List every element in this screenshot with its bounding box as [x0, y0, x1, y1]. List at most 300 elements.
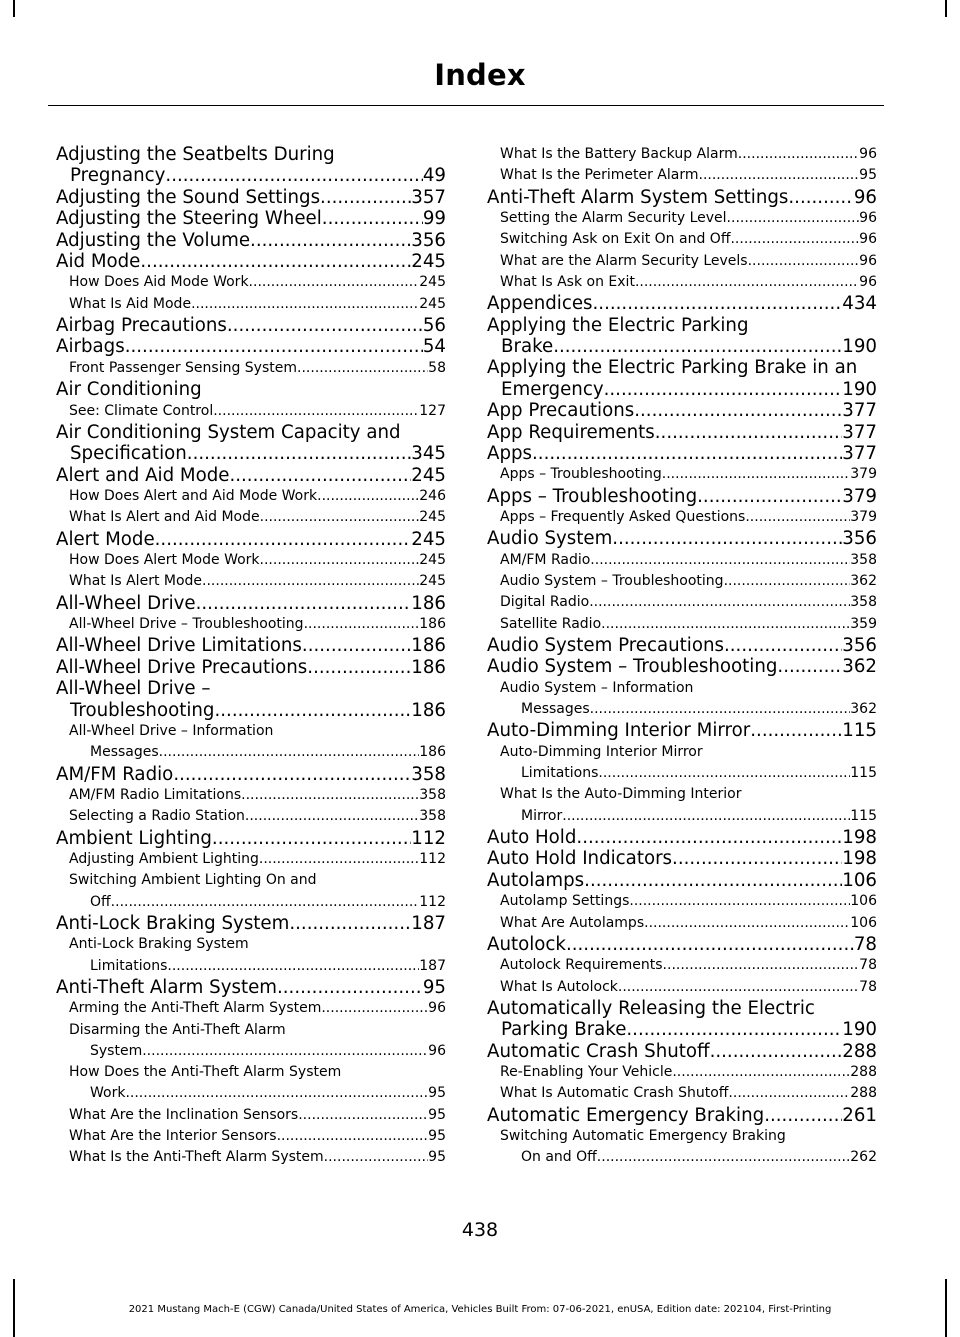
index-subentry [56, 358, 446, 379]
entry-page: 358 [850, 594, 877, 611]
entry-text: What Are Autolamps [500, 914, 645, 931]
entry-page: 262 [850, 1149, 877, 1166]
entry-text: Messages [90, 744, 159, 761]
dot-leader [324, 1147, 429, 1168]
entry-page: 78 [859, 978, 877, 995]
index-entry-line: Air Conditioning System Capacity and [56, 421, 401, 443]
dot-leader [777, 656, 842, 677]
index-subentry [56, 571, 446, 592]
dot-leader [125, 1083, 428, 1104]
entry-text: Satellite Radio [500, 615, 602, 632]
entry-text: Alert Mode [56, 528, 155, 550]
index-entry [487, 336, 877, 357]
entry-page: 96 [428, 1042, 446, 1059]
entry-text: Arming the Anti-Theft Alarm System [69, 1000, 322, 1017]
dot-leader [764, 1105, 842, 1126]
dot-leader [142, 1041, 428, 1062]
index-subentry [487, 614, 877, 635]
index-subentry [56, 806, 446, 827]
entry-text: Adjusting the Steering Wheel [56, 208, 322, 230]
dot-leader [260, 550, 420, 571]
entry-text: See: Climate Control [69, 402, 214, 419]
entry-page: 246 [419, 488, 446, 505]
entry-text: App Requirements [487, 421, 655, 443]
entry-page: 377 [842, 400, 877, 422]
dot-leader [298, 1105, 428, 1126]
entry-page: 362 [850, 701, 877, 718]
dot-leader [750, 720, 842, 741]
index-subentry [56, 956, 446, 977]
entry-page: 54 [422, 336, 446, 358]
dot-leader [167, 956, 419, 977]
entry-text: How Does Alert Mode Work [69, 552, 260, 569]
index-entry [56, 828, 446, 849]
dot-leader [196, 593, 412, 614]
dot-leader [304, 614, 420, 635]
entry-text: What Is Autolock [500, 978, 618, 995]
page-number: 438 [461, 1219, 499, 1241]
index-column-right [487, 144, 877, 1169]
index-subentry [56, 614, 446, 635]
dot-leader [241, 785, 419, 806]
entry-text: Emergency [501, 378, 604, 400]
dot-leader [710, 1041, 843, 1062]
entry-text: Front Passenger Sensing System [69, 359, 298, 376]
entry-text: What Is the Anti-Theft Alarm System [69, 1149, 324, 1166]
entry-text: Mirror [521, 807, 563, 824]
entry-text: Ambient Lighting [56, 827, 212, 849]
entry-page: 359 [850, 615, 877, 632]
dot-leader [212, 828, 411, 849]
dot-leader [320, 187, 411, 208]
dot-leader [738, 144, 859, 165]
entry-page: 186 [411, 635, 446, 657]
entry-page: 95 [428, 1128, 446, 1145]
index-entry [56, 336, 446, 357]
dot-leader [672, 1062, 850, 1083]
entry-text: Audio System – Troubleshooting [500, 573, 724, 590]
entry-text: What Is Aid Mode [69, 295, 192, 312]
entry-page: 95 [859, 167, 877, 184]
index-heading: Air Conditioning [56, 379, 202, 401]
dot-leader [173, 764, 411, 785]
entry-page: 358 [419, 808, 446, 825]
dot-leader [321, 998, 428, 1019]
dot-leader [662, 464, 851, 485]
entry-text: Aid Mode [56, 251, 141, 273]
index-subentry [56, 1041, 446, 1062]
index-entry [56, 165, 446, 186]
entry-text: Off [90, 893, 111, 910]
index-subentry [56, 1126, 446, 1147]
entry-text: Autolock Requirements [500, 957, 663, 974]
entry-text: Re-Enabling Your Vehicle [500, 1064, 673, 1081]
index-entry [487, 827, 877, 848]
dot-leader [788, 187, 853, 208]
entry-page: 377 [842, 421, 877, 443]
dot-leader [249, 272, 420, 293]
entry-text: Anti-Lock Braking System [56, 912, 290, 934]
index-entry [487, 934, 877, 955]
index-entry [487, 187, 877, 208]
index-subentry [56, 272, 446, 293]
entry-page: 379 [842, 485, 877, 507]
entry-text: How Does Alert and Aid Mode Work [69, 488, 318, 505]
index-entry-line: Switching Automatic Emergency Braking [500, 1128, 786, 1145]
entry-page: 115 [850, 807, 877, 824]
entry-text: Airbag Precautions [56, 315, 227, 337]
index-subentry [487, 763, 877, 784]
dot-leader [187, 443, 412, 464]
dot-leader [191, 294, 419, 315]
index-subentry [56, 1105, 446, 1126]
index-subentry [487, 699, 877, 720]
entry-page: 78 [859, 957, 877, 974]
index-subentry [56, 1147, 446, 1168]
index-subentry [487, 592, 877, 613]
index-subentry [487, 955, 877, 976]
dot-leader [227, 315, 423, 336]
dot-leader [644, 913, 850, 934]
entry-page: 106 [842, 869, 877, 891]
dot-leader [612, 528, 842, 549]
index-entry-line: Applying the Electric Parking Brake in an [487, 357, 858, 379]
dot-leader [601, 614, 850, 635]
dot-leader [277, 977, 423, 998]
entry-page: 377 [842, 443, 877, 465]
entry-page: 362 [842, 656, 877, 678]
index-entry [487, 528, 877, 549]
entry-page: 358 [850, 551, 877, 568]
entry-text: Audio System Precautions [487, 635, 724, 657]
index-entry [56, 593, 446, 614]
entry-text: AM/FM Radio [56, 763, 174, 785]
entry-page: 96 [428, 1000, 446, 1017]
entry-page: 49 [422, 165, 446, 187]
entry-page: 358 [419, 786, 446, 803]
entry-text: What Is Automatic Crash Shutoff [500, 1085, 729, 1102]
dot-leader [553, 336, 842, 357]
entry-page: 288 [850, 1064, 877, 1081]
entry-text: Appendices [487, 293, 593, 315]
entry-text: Anti-Theft Alarm System [56, 976, 277, 998]
entry-text: What Is Alert and Aid Mode [69, 509, 260, 526]
index-entry [487, 486, 877, 507]
entry-page: 96 [859, 252, 877, 269]
entry-text: Audio System [487, 528, 613, 550]
dot-leader [302, 635, 411, 656]
index-subentry [487, 571, 877, 592]
entry-text: Brake [501, 336, 554, 357]
index-entry [487, 635, 877, 656]
dot-leader [655, 422, 843, 443]
entry-page: 112 [419, 893, 446, 910]
entry-text: What Are the Inclination Sensors [69, 1106, 299, 1123]
entry-text: What Is Alert Mode [69, 573, 203, 590]
index-entry [487, 848, 877, 869]
index-subentry [487, 806, 877, 827]
index-entry [56, 315, 446, 336]
entry-page: 115 [850, 765, 877, 782]
index-entry [487, 1041, 877, 1062]
dot-leader [159, 742, 420, 763]
entry-page: 245 [411, 251, 446, 273]
index-entry [56, 700, 446, 721]
dot-leader [635, 272, 859, 293]
entry-text: Setting the Alarm Security Level [500, 210, 727, 226]
page-footer: 2021 Mustang Mach-E (CGW) Canada/United States of America, Vehicles Built From: 07-06-2021, enUSA, Edition date: 202104, First-Printing [128, 1304, 832, 1315]
index-subentry [56, 892, 446, 913]
index-entry [487, 379, 877, 400]
entry-page: 95 [428, 1085, 446, 1102]
index-subentry [487, 144, 877, 165]
entry-text: All-Wheel Drive Limitations [56, 635, 302, 657]
dot-leader [576, 827, 842, 848]
entry-page: 186 [419, 744, 446, 761]
dot-leader [229, 465, 411, 486]
entry-page: 358 [411, 763, 446, 785]
entry-page: 356 [411, 229, 446, 251]
entry-page: 245 [419, 573, 446, 590]
entry-text: Alert and Aid Mode [56, 464, 230, 486]
entry-text: Troubleshooting [70, 699, 215, 721]
dot-leader [165, 165, 422, 186]
entry-page: 186 [411, 699, 446, 721]
entry-page: 356 [842, 635, 877, 657]
entry-page: 58 [428, 359, 446, 376]
index-entry-line: All-Wheel Drive – Information [69, 722, 274, 739]
index-entry-line: How Does the Anti-Theft Alarm System [69, 1064, 342, 1081]
entry-page: 288 [850, 1085, 877, 1102]
index-subentry [487, 1062, 877, 1083]
entry-text: Messages [521, 701, 590, 718]
entry-text: Apps – Frequently Asked Questions [500, 509, 746, 526]
index-subentry [56, 998, 446, 1019]
entry-page: 112 [411, 827, 446, 849]
entry-page: 186 [419, 616, 446, 633]
entry-text: All-Wheel Drive – Troubleshooting [69, 616, 304, 633]
entry-page: 96 [859, 210, 877, 226]
dot-leader [745, 507, 850, 528]
dot-leader [111, 892, 420, 913]
entry-text: Pregnancy [70, 165, 166, 187]
dot-leader [593, 293, 843, 314]
index-entry [56, 764, 446, 785]
dot-leader [604, 379, 843, 400]
dot-leader [125, 336, 423, 357]
dot-leader [260, 507, 420, 528]
index-entry [56, 251, 446, 272]
index-subentry [56, 507, 446, 528]
index-entry [56, 913, 446, 934]
entry-text: Auto-Dimming Interior Mirror [487, 720, 751, 742]
dot-leader [297, 358, 428, 379]
dot-leader [307, 657, 411, 678]
title-divider [48, 105, 884, 106]
entry-page: 99 [422, 208, 446, 230]
entry-text: Automatic Crash Shutoff [487, 1040, 710, 1062]
entry-text: All-Wheel Drive Precautions [56, 656, 308, 678]
dot-leader [259, 849, 419, 870]
index-entry-line: Adjusting the Seatbelts During [56, 144, 335, 165]
dot-leader [155, 529, 412, 550]
entry-text: Limitations [521, 765, 599, 782]
entry-text: What Are the Interior Sensors [69, 1128, 277, 1145]
dot-leader [730, 229, 859, 250]
entry-text: Airbags [56, 336, 125, 358]
entry-text: AM/FM Radio Limitations [69, 786, 242, 803]
entry-text: Switching Ask on Exit On and Off [500, 231, 731, 248]
dot-leader [697, 486, 842, 507]
entry-text: Autolock [487, 933, 566, 955]
index-subentry [487, 165, 877, 186]
dot-leader [562, 806, 850, 827]
index-entry [56, 657, 446, 678]
entry-page: 245 [411, 528, 446, 550]
dot-leader [250, 230, 411, 251]
index-subentry [56, 785, 446, 806]
entry-page: 362 [850, 573, 877, 590]
dot-leader [598, 763, 850, 784]
index-entry [487, 870, 877, 891]
index-subentry [56, 849, 446, 870]
index-entry [56, 635, 446, 656]
entry-page: 96 [859, 273, 877, 290]
dot-leader [532, 443, 842, 464]
dot-leader [748, 251, 860, 272]
entry-page: 95 [428, 1106, 446, 1123]
entry-text: Autolamps [487, 869, 585, 891]
entry-text: Adjusting the Volume [56, 229, 251, 251]
index-entry-line: All-Wheel Drive – [56, 678, 211, 700]
index-entry [487, 1105, 877, 1126]
entry-text: Auto Hold Indicators [487, 848, 673, 870]
entry-text: Auto Hold [487, 827, 577, 849]
index-entry-line: Automatically Releasing the Electric [487, 997, 815, 1019]
index-subentry [487, 1083, 877, 1104]
index-subentry [487, 464, 877, 485]
index-subentry [487, 891, 877, 912]
dot-leader [629, 891, 850, 912]
index-entry-line: Applying the Electric Parking [487, 314, 749, 336]
entry-page: 106 [850, 914, 877, 931]
index-subentry [56, 294, 446, 315]
index-subentry [487, 550, 877, 571]
dot-leader [724, 635, 842, 656]
index-subentry [487, 272, 877, 293]
entry-page: 95 [428, 1149, 446, 1166]
dot-leader [289, 913, 411, 934]
dot-leader [590, 550, 850, 571]
entry-page: 106 [850, 893, 877, 910]
dot-leader [566, 934, 854, 955]
entry-page: 115 [842, 720, 877, 742]
index-entry-line: Switching Ambient Lighting On and [69, 872, 317, 889]
dot-leader [634, 400, 842, 421]
entry-page: 379 [850, 509, 877, 526]
index-subentry [487, 251, 877, 272]
dot-leader [626, 1019, 842, 1040]
entry-page: 96 [859, 231, 877, 248]
entry-page: 357 [411, 186, 446, 208]
entry-text: Adjusting Ambient Lighting [69, 850, 259, 867]
entry-page: 356 [842, 528, 877, 550]
index-subentry [56, 1083, 446, 1104]
page-title: Index [434, 58, 526, 92]
index-entry [56, 230, 446, 251]
index-subentry [56, 550, 446, 571]
dot-leader [672, 848, 842, 869]
entry-page: 190 [842, 378, 877, 400]
dot-leader [322, 208, 423, 229]
index-subentry [487, 229, 877, 250]
index-entry [56, 529, 446, 550]
entry-page: 186 [411, 656, 446, 678]
dot-leader [724, 571, 851, 592]
entry-text: Apps – Troubleshooting [487, 485, 698, 507]
entry-text: Digital Radio [500, 594, 590, 611]
entry-page: 187 [411, 912, 446, 934]
index-entry [56, 465, 446, 486]
entry-text: App Precautions [487, 400, 635, 422]
entry-text: Autolamp Settings [500, 893, 630, 910]
dot-leader [590, 699, 851, 720]
entry-page: 56 [422, 315, 446, 337]
entry-page: 245 [411, 464, 446, 486]
index-entry [487, 656, 877, 677]
entry-page: 95 [422, 976, 446, 998]
entry-page: 198 [842, 827, 877, 849]
entry-text: Apps – Troubleshooting [500, 466, 662, 483]
index-entry [487, 400, 877, 421]
entry-page: 190 [842, 336, 877, 357]
crop-mark-top-right [945, 0, 947, 17]
index-entry-line: Audio System – Information [500, 679, 694, 696]
entry-text: Work [90, 1085, 126, 1102]
entry-page: 245 [419, 509, 446, 526]
entry-text: System [90, 1042, 143, 1059]
index-entry [487, 443, 877, 464]
entry-page: 345 [411, 443, 446, 465]
index-subentry [56, 401, 446, 422]
index-entry-line: Anti-Lock Braking System [69, 936, 249, 953]
index-column-left [56, 144, 446, 1169]
entry-text: Apps [487, 443, 533, 465]
entry-text: What Is the Battery Backup Alarm [500, 146, 738, 162]
entry-text: Selecting a Radio Station [69, 808, 245, 825]
entry-page: 434 [842, 293, 877, 315]
index-entry [487, 720, 877, 741]
entry-text: Audio System – Troubleshooting [487, 656, 778, 678]
dot-leader [140, 251, 411, 272]
entry-page: 78 [853, 933, 877, 955]
entry-page: 190 [842, 1019, 877, 1041]
entry-page: 379 [850, 466, 877, 483]
index-entry [487, 1019, 877, 1040]
entry-page: 186 [411, 592, 446, 614]
dot-leader [597, 1147, 850, 1168]
index-entry [487, 422, 877, 443]
index-entry [56, 187, 446, 208]
entry-text: All-Wheel Drive [56, 592, 196, 614]
dot-leader [728, 1083, 850, 1104]
entry-text: Adjusting the Sound Settings [56, 186, 321, 208]
dot-leader [277, 1126, 429, 1147]
index-subentry [487, 1147, 877, 1168]
entry-page: 245 [419, 274, 446, 291]
entry-page: 187 [419, 957, 446, 974]
entry-text: Automatic Emergency Braking [487, 1104, 765, 1126]
